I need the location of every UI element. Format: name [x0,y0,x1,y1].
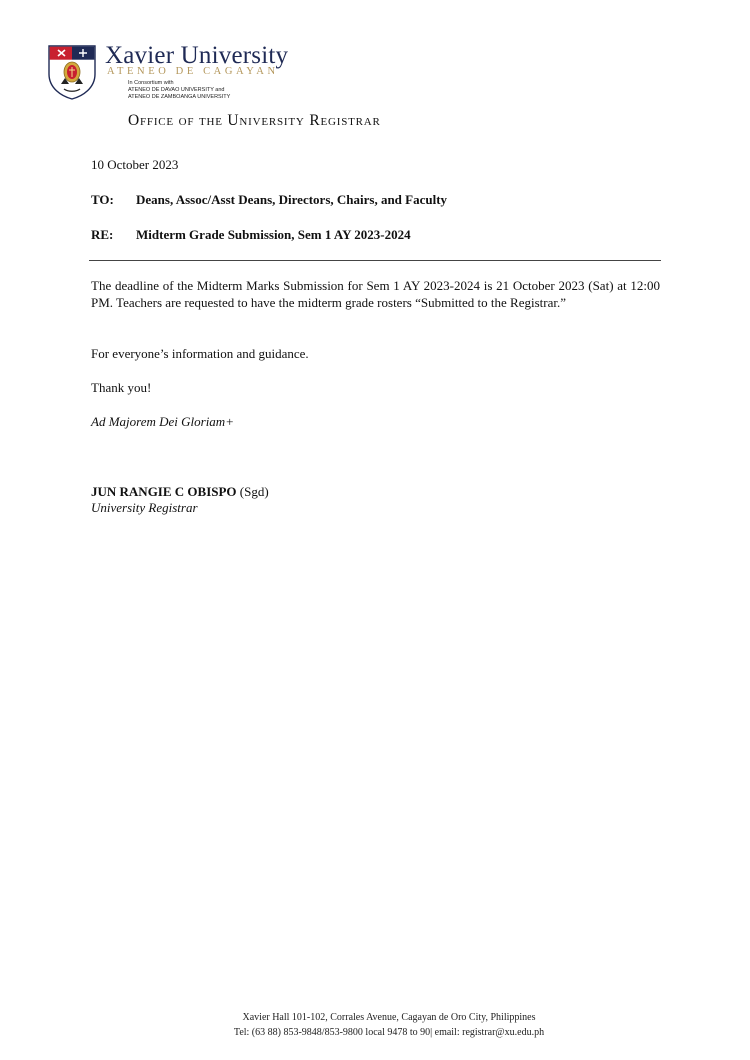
memo-re-value: Midterm Grade Submission, Sem 1 AY 2023-2024 [136,227,411,242]
header-divider [89,260,661,261]
memo-re-label: RE: [91,227,114,242]
office-heading: Office of the University Registrar [128,112,381,129]
memo-re-row [91,227,411,243]
signatory-title: University Registrar [91,500,198,515]
university-subtitle: ATENEO DE CAGAYAN [107,66,279,77]
consortium-note [128,80,230,101]
consortium-line: ATENEO DE ZAMBOANGA UNIVERSITY [128,94,231,100]
body-paragraph-deadline: The deadline of the Midterm Marks Submission for Sem 1 AY 2023-2024 is 21 October 2023 (Sat) at 12:00 PM. Teachers are requested to have the midterm grade rosters “Submitted to the Registrar.” [91,278,660,310]
consortium-line: In Consortium with [128,80,174,86]
footer-address: Xavier Hall 101-102, Corrales Avenue, Cagayan de Oro City, Philippines [242,1012,536,1023]
memo-date: 10 October 2023 [91,157,179,172]
footer-contact: Tel: (63 88) 853-9848/853-9800 local 9478 to 90| email: registrar@xu.edu.ph [233,1027,545,1038]
university-crest-icon [47,44,97,100]
memo-to-value: Deans, Assoc/Asst Deans, Directors, Chairs, and Faculty [136,192,448,207]
memo-to-label: TO: [91,192,114,207]
signed-mark: (Sgd) [239,484,269,499]
memo-to-row [91,192,447,208]
signatory-line [91,484,269,500]
consortium-line: ATENEO DE DAVAO UNIVERSITY and [128,87,225,93]
motto: Ad Majorem Dei Gloriam+ [91,414,234,429]
signatory-name: JUN RANGIE C OBISPO [91,484,237,499]
university-name: Xavier University [105,42,289,69]
body-paragraph-info: For everyone’s information and guidance. [91,346,309,361]
body-paragraph-thanks: Thank you! [91,380,152,395]
